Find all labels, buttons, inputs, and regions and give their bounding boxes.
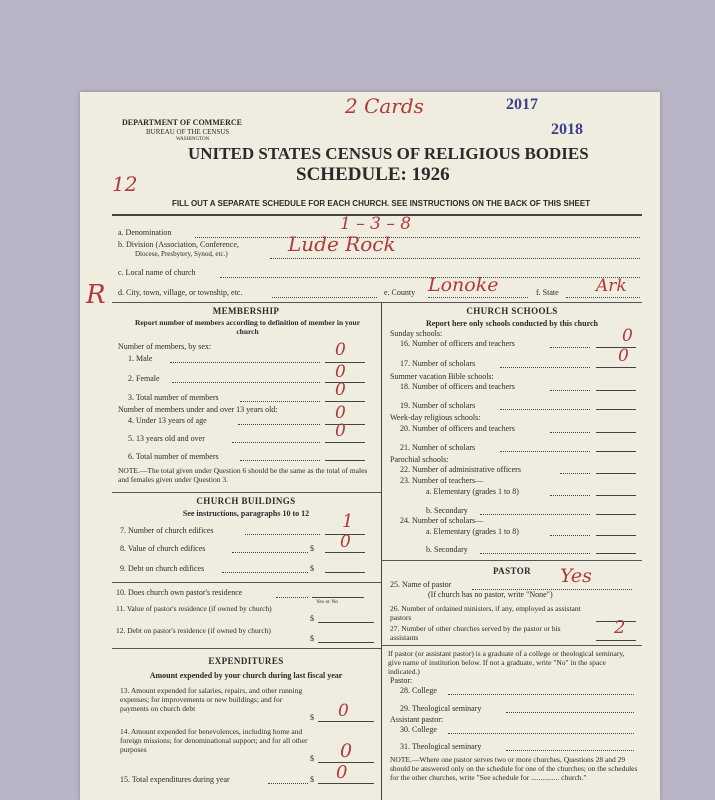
q12-label: 12. Debt on pastor's residence (if owned by church) — [116, 626, 271, 635]
q20-answer-line — [596, 432, 636, 433]
q25-label: 25. Name of pastor — [390, 580, 452, 589]
stamp-number-1: 2017 — [506, 96, 538, 113]
q3-answer-line — [325, 401, 365, 402]
q15-dots — [268, 783, 308, 784]
q3-dots — [240, 401, 320, 402]
q3-value[interactable]: 0 — [335, 380, 346, 400]
q18-label: 18. Number of officers and teachers — [400, 382, 515, 391]
q20-dots — [550, 432, 590, 433]
q11-label: 11. Value of pastor's residence (if owned by church) — [116, 604, 272, 613]
q8-label: 8. Value of church edifices — [120, 544, 206, 553]
q9-answer-line — [325, 572, 365, 573]
q18-answer-line — [596, 390, 636, 391]
schedule-title: SCHEDULE: 1926 — [296, 164, 450, 185]
q17-value[interactable]: 0 — [618, 346, 629, 366]
q10-answer-line — [312, 597, 364, 598]
q27-value[interactable]: 2 — [614, 617, 626, 638]
parochial-schools-label: Parochial schools: — [390, 455, 449, 464]
schools-title: CHURCH SCHOOLS — [466, 306, 558, 316]
q16-label: 16. Number of officers and teachers — [400, 339, 515, 348]
q21-answer-line — [596, 451, 636, 452]
q13-value[interactable]: 0 — [338, 701, 349, 721]
city-label: d. City, town, village, or township, etc. — [118, 288, 243, 297]
q24a-answer-line — [596, 535, 636, 536]
q7-dots — [245, 534, 320, 535]
q5-answer-line — [325, 442, 365, 443]
q21-dots — [500, 451, 590, 452]
column-divider — [381, 302, 382, 800]
q6-dots — [240, 460, 320, 461]
section-rule — [112, 302, 642, 303]
membership-intro: Report number of members according to definition of member in your church — [134, 318, 361, 336]
instruction-line: FILL OUT A SEPARATE SCHEDULE FOR EACH CHURCH. SEE INSTRUCTIONS ON THE BACK OF THIS SHEET — [172, 199, 591, 208]
city-line — [272, 297, 377, 298]
q13-label: 13. Amount expended for salaries, repairs, and other running expenses; for improvements or new buildings; and for payments on church debt — [120, 686, 303, 713]
q7-value[interactable]: 1 — [342, 511, 354, 532]
cards-annotation: 2 Cards — [345, 94, 424, 118]
q20-label: 20. Number of officers and teachers — [400, 424, 515, 433]
county-line — [428, 297, 528, 298]
age-label: Number of members under and over 13 years old: — [118, 405, 278, 414]
graduate-instructions: If pastor (or assistant pastor) is a graduate of a college or theological seminary, give name of institution below. If not a graduate, write "No" in the space indicated.) — [388, 649, 625, 676]
q2-value[interactable]: 0 — [335, 362, 346, 382]
q15-dollar: $ — [310, 775, 314, 784]
expenditures-rule — [112, 648, 381, 649]
q15-value[interactable]: 0 — [336, 762, 348, 783]
q30-line — [448, 733, 634, 734]
q15-answer-line — [318, 783, 374, 784]
q10-dots — [276, 597, 308, 598]
q11-dollar: $ — [310, 614, 314, 623]
q18-dots — [550, 390, 590, 391]
q11-answer-line — [318, 622, 374, 623]
q25-value[interactable]: Yes — [560, 565, 592, 587]
page-number-annotation: 12 — [112, 172, 138, 196]
buildings-rule — [112, 492, 381, 493]
q6-answer-line — [325, 460, 365, 461]
q9-label: 9. Debt on church edifices — [120, 564, 205, 573]
r-mark-annotation: R — [86, 280, 106, 310]
q13-answer-line — [318, 721, 374, 722]
q28-label: 28. College — [400, 686, 437, 695]
q12-answer-line — [318, 642, 374, 643]
stamp-number-2: 2018 — [551, 121, 583, 138]
q21-label: 21. Number of scholars — [400, 443, 476, 452]
denomination-value[interactable]: 1 – 3 – 8 — [340, 214, 412, 234]
q24a-dots — [550, 535, 590, 536]
q27-label: 27. Number of other churches served by the pastor or his assistants — [390, 624, 561, 642]
q5-dots — [232, 442, 320, 443]
q8-dots — [232, 552, 308, 553]
q22-answer-line — [596, 473, 636, 474]
state-label: f. State — [536, 288, 559, 297]
membership-title: MEMBERSHIP — [212, 306, 280, 316]
q23a-answer-line — [596, 495, 636, 496]
q16-answer-line — [596, 347, 636, 348]
q16-value[interactable]: 0 — [622, 326, 633, 346]
department-name: DEPARTMENT OF COMMERCE — [122, 118, 243, 127]
sunday-schools-label: Sunday schools: — [390, 329, 443, 338]
division-value[interactable]: Lude Rock — [288, 232, 396, 256]
q23a-label: a. Elementary (grades 1 to 8) — [426, 487, 519, 496]
membership-note: NOTE.—The total given under Question 6 should be the same as the total of males and females given under Question 3. — [118, 466, 368, 484]
q2-dots — [172, 382, 320, 383]
q19-answer-line — [596, 409, 636, 410]
q10-label: 10. Does church own pastor's residence — [116, 588, 243, 597]
q19-label: 19. Number of scholars — [400, 401, 476, 410]
expenditures-title: EXPENDITURES — [208, 656, 284, 666]
q5-value[interactable]: 0 — [335, 421, 346, 441]
q22-label: 22. Number of administrative officers — [400, 465, 521, 474]
q4-dots — [238, 424, 320, 425]
county-label: e. County — [384, 288, 416, 297]
bureau-name: BUREAU OF THE CENSUS — [146, 128, 230, 136]
q27-answer-line — [596, 640, 636, 641]
q23b-answer-line — [596, 514, 636, 515]
pastor-title: PASTOR — [492, 566, 532, 576]
graduate-rule — [381, 645, 642, 646]
q31-label: 31. Theological seminary — [400, 742, 482, 751]
q12-dollar: $ — [310, 634, 314, 643]
q19-dots — [500, 409, 590, 410]
q25-hint: (If church has no pastor, write "None") — [428, 590, 553, 599]
state-line — [566, 297, 640, 298]
division-label-2: Diocese, Presbytery, Synod, etc.) — [135, 250, 228, 258]
q24-label: 24. Number of scholars— — [400, 516, 484, 525]
local-name-label: c. Local name of church — [118, 268, 196, 277]
q5-label: 5. 13 years old and over — [128, 434, 205, 443]
q13-dollar: $ — [310, 713, 314, 722]
q17-answer-line — [596, 367, 636, 368]
q14-dollar: $ — [310, 754, 314, 763]
q8-dollar: $ — [310, 544, 314, 553]
q4-value[interactable]: 0 — [335, 403, 346, 423]
weekday-schools-label: Week-day religious schools: — [390, 413, 481, 422]
yes-no-hint: Yes or No — [316, 599, 339, 605]
division-label-1: b. Division (Association, Conference, — [118, 240, 239, 249]
summer-schools-label: Summer vacation Bible schools: — [390, 372, 494, 381]
q24b-dots — [480, 553, 590, 554]
q9-dots — [222, 572, 308, 573]
q9-dollar: $ — [310, 564, 314, 573]
q16-dots — [550, 347, 590, 348]
pastor-label: Pastor: — [390, 676, 413, 685]
schools-intro: Report here only schools conducted by this church — [426, 319, 598, 328]
q4-label: 4. Under 13 years of age — [128, 416, 207, 425]
q14-value[interactable]: 0 — [340, 740, 353, 762]
q26-label: 26. Number of ordained ministers, if any, employed as assistant pastors — [390, 604, 581, 622]
pastor-residence-rule — [112, 582, 381, 583]
q6-label: 6. Total number of members — [128, 452, 219, 461]
q28-line — [448, 694, 634, 695]
q14-label: 14. Amount expended for benevolences, including home and foreign missions; for denominational support; and for all other purposes — [120, 727, 308, 754]
buildings-intro: See instructions, paragraphs 10 to 12 — [182, 509, 310, 518]
pastor-rule — [381, 560, 642, 561]
expenditures-intro: Amount expended by your church during last fiscal year — [149, 671, 343, 680]
q17-label: 17. Number of scholars — [400, 359, 476, 368]
q1-dots — [170, 362, 320, 363]
q24b-label: b. Secondary — [426, 545, 468, 554]
q1-value[interactable]: 0 — [335, 340, 346, 360]
division-line — [270, 258, 640, 259]
q23b-dots — [480, 514, 590, 515]
bureau-city: WASHINGTON — [176, 137, 210, 142]
q1-label: 1. Male — [128, 354, 153, 363]
state-value[interactable]: Ark — [596, 276, 627, 296]
q24a-label: a. Elementary (grades 1 to 8) — [426, 527, 519, 536]
buildings-title: CHURCH BUILDINGS — [196, 496, 296, 506]
pastor-note: NOTE.—Where one pastor serves two or more churches, Questions 28 and 29 should be answered only on the schedule for one of the churches; on the schedules for the other churches, write "See schedule for ............... church." — [390, 755, 638, 782]
q17-dots — [500, 367, 590, 368]
q24b-answer-line — [596, 553, 636, 554]
q30-label: 30. College — [400, 725, 437, 734]
q8-value[interactable]: 0 — [340, 532, 351, 552]
q2-label: 2. Female — [128, 374, 160, 383]
page-title: UNITED STATES CENSUS OF RELIGIOUS BODIES — [188, 144, 589, 163]
q15-label: 15. Total expenditures during year — [120, 775, 230, 784]
q22-dots — [560, 473, 590, 474]
q31-line — [506, 750, 634, 751]
denomination-line — [195, 237, 640, 238]
q23b-label: b. Secondary — [426, 506, 468, 515]
q7-label: 7. Number of church edifices — [120, 526, 214, 535]
county-value[interactable]: Lonoke — [428, 274, 499, 296]
assistant-pastor-label: Assistant pastor: — [390, 715, 444, 724]
q8-answer-line — [325, 552, 365, 553]
q3-label: 3. Total number of members — [128, 393, 219, 402]
q23a-dots — [550, 495, 590, 496]
q23-label: 23. Number of teachers— — [400, 476, 484, 485]
q29-line — [506, 712, 634, 713]
q29-label: 29. Theological seminary — [400, 704, 482, 713]
by-sex-label: Number of members, by sex: — [118, 342, 212, 351]
denomination-label: a. Denomination — [118, 228, 172, 237]
